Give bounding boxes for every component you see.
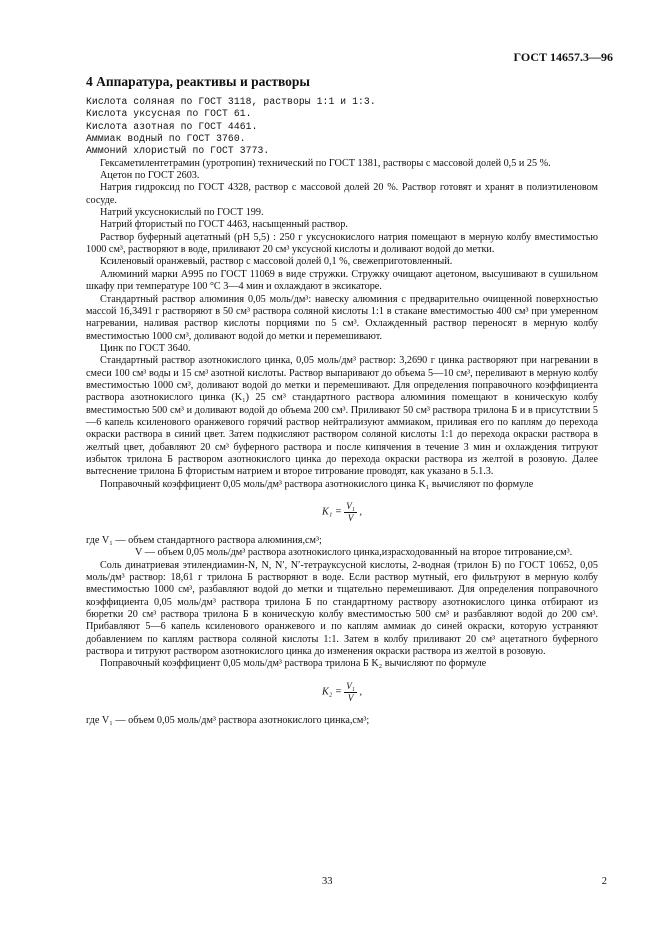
formula-k1-denominator: V [347, 513, 354, 523]
paragraph-buffer: Раствор буферный ацетатный (рН 5,5) : 250 г уксуснокислого натрия помещают в мерную колбу вместимостью 1000 см³, растворяют в воде, приливают 20 см³ уксусной кислоты и доливают водой до метки. [86, 231, 598, 256]
paragraph-aluminium: Алюминий марки А995 по ГОСТ 11069 в виде стружки. Стружку очищают ацетоном, высушивают в сушильном шкафу при температуре 100 °С 3—4 мин и охлаждают в эксикаторе. [86, 268, 598, 293]
page-content [86, 74, 598, 727]
formula-k1-fraction [344, 501, 357, 524]
paragraph-trilon: Соль динатриевая этилендиамин-N, N, N′, N′-тетрауксусной кислоты, 2-водная (трилон Б) по ГОСТ 10652, 0,05 моль/дм³ раствор: 18,61 г трилона Б растворяют в воде. Если раствор мутный, его фильтруют в мерную колбу вместимостью 1000 см³, разбавляют водой до метки и тщательно перемешивают. Для определения поправочного коэффициента 0,05 моль/дм³ раствора трилона Б по стандартному раствору азотнокислого цинка отбирают из бюретки 20 см³ раствора трилона Б в коническую колбу вместимостью 500 см³ и разбавляют водой до 200 см³. Прибавляют 5—6 капель ксиленового оранжевого и по каплям аммиак до синей окраски, которую устраняют добавлением по каплям раствора соляной кислоты 1:1. Затем в колбу приливают 20 см³ ацетатного буферного раствора и титруют раствором азотнокислого цинка до изменения окраски раствора из желтой в розовую. [86, 559, 598, 658]
reagent-hcl: Кислота соляная по ГОСТ 3118, растворы 1:1 и 1:3. [86, 96, 376, 107]
reagent-acetic-acid: Кислота уксусная по ГОСТ 61. [86, 108, 252, 120]
page-number: 33 [322, 876, 333, 887]
paragraph-naoh: Натрия гидроксид по ГОСТ 4328, раствор с массовой долей 20 %. Раствор готовят и хранят в полиэтиленовом сосуде. [86, 182, 598, 206]
reagent-ammonia: Аммиак водный по ГОСТ 3760. [86, 133, 246, 145]
paragraph-k1-intro: Поправочный коэффициент 0,05 моль/дм³ раствора азотнокислого цинка K₁ вычисляют по формуле [100, 478, 534, 490]
paragraph-sodium-acetate: Натрий уксуснокислый по ГОСТ 199. [100, 207, 264, 219]
paragraph-acetone: Ацетон по ГОСТ 2603. [100, 170, 200, 182]
formula-k1-where-v1: где V₁ — объем стандартного раствора алюминия,см³; [86, 535, 322, 546]
formula-k1-where-v: V — объем 0,05 моль/дм³ раствора азотнокислого цинка,израсходованный на второе титрование,см³. [135, 547, 573, 559]
formula-k1-numerator: V₁ [346, 501, 355, 511]
reagent-ammonium-chloride: Аммоний хлористый по ГОСТ 3773. [86, 145, 270, 157]
reagent-nitric-acid: Кислота азотная по ГОСТ 4461. [86, 120, 258, 132]
formula-k1-lhs: K₁ [321, 506, 333, 518]
formula-k1: K₁ = $\frac{\text{V₁}}{V}$ , [321, 501, 363, 523]
formula-k2-lhs: K₂ [321, 686, 333, 698]
formula-k2-fraction [344, 681, 357, 704]
paragraph-zinc-nitrate-standard: Стандартный раствор азотнокислого цинка, 0,05 моль/дм³ раствор: 3,2690 г цинка растворяют при нагревании в смеси 100 см³ воды и 15 см³ азотной кислоты. Раствор выпаривают до объема 5—10 см³, переливают в мерную колбу вместимостью 1000 см³, доливают водой до метки и перемешивают. Для определения поправочного коэффициента раствора азотнокислого цинка (K₁) 25 см³ стандартного раствора алюминия помещают в коническую колбу вместимостью 500 см³ и доливают водой до объема 200 см³. Приливают 50 см³ раствора трилона Б и в присутствии 5—6 капель ксиленового оранжевого горячий раствор нейтрализуют аммиаком, приливая его по каплям до перехода окраски раствора в синий цвет. Затем подкисляют раствором соляной кислоты 1:1 до перехода окраски раствора в желтый цвет, добавляют 20 см³ буферного раствора и после кипячения в течение 3 мин и охлаждения титруют избыток трилона Б раствором азотнокислого цинка до перехода окраски раствора из желтой в розовую. Далее вытеснение трилона Б фтористым натрием и второе титрование проводят, как указано в 5.1.3. [86, 355, 598, 478]
paragraph-k2-intro: Поправочный коэффициент 0,05 моль/дм³ раствора трилона Б K₂ вычисляют по формуле [100, 658, 487, 670]
formula-k2-denominator: V [347, 692, 354, 703]
formula-k2-where-v1: где V₁ — объем 0,05 моль/дм³ раствора азотнокислого цинка,см³; [86, 714, 370, 726]
standard-number: ГОСТ 14657.3—96 [513, 50, 613, 64]
formula-k2: K₂ = $\frac{\text{V₁}}{V}$ , [321, 680, 363, 703]
paragraph-hexamine: Гексаметилентетрамин (уротропин) технический по ГОСТ 1381, растворы с массовой долей 0,5 и 25 %. [100, 157, 551, 169]
sheet-number: 2 [601, 876, 607, 887]
paragraph-xylenol-orange: Ксиленовый оранжевый, раствор с массовой долей 0,1 %, свежеприготовленный. [100, 256, 453, 268]
paragraph-aluminium-standard: Стандартный раствор алюминия 0,05 моль/дм³: навеску алюминия с предварительно очищенной поверхностью массой 16,3491 г растворяют в 50 см³ раствора соляной кислоты 1:1 в стакане вместимостью 400 см³ при умеренном нагревании, наливая раствор кислоты порциями по 5 см³. Охлажденный раствор переносят в мерную колбу вместимостью 1000 см³, доливают водой до метки и перемешивают. [86, 293, 598, 342]
paragraph-zinc: Цинк по ГОСТ 3640. [100, 342, 191, 354]
section-title: 4 Аппаратура, реактивы и растворы [86, 74, 310, 89]
paragraph-sodium-fluoride: Натрий фтористый по ГОСТ 4463, насыщенный раствор. [100, 219, 348, 231]
formula-k2-numerator: V₁ [346, 680, 355, 691]
